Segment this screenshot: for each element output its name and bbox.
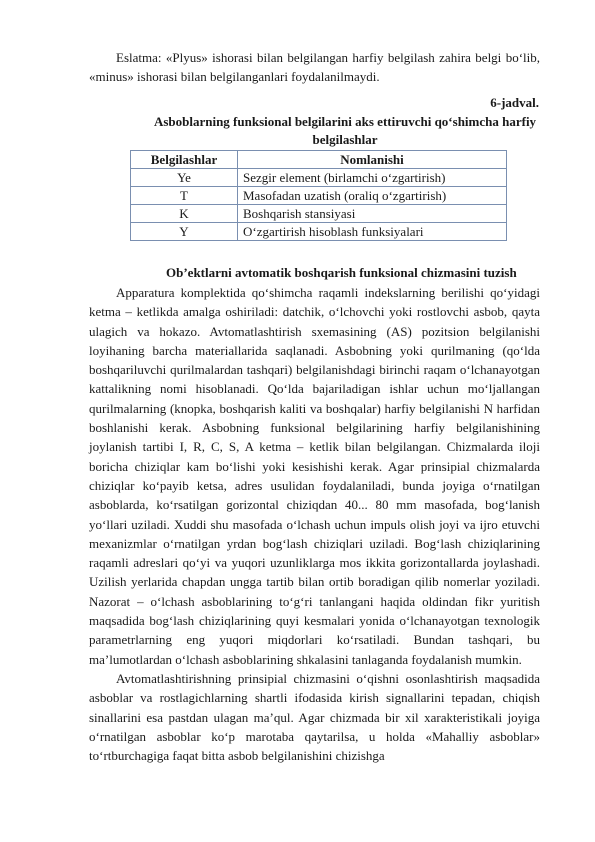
column-header-designation: Belgilashlar: [131, 151, 238, 169]
table-row: [131, 187, 507, 205]
designation-cell: K: [131, 205, 238, 223]
name-cell: Boshqarish stansiyasi: [238, 205, 507, 223]
table-row: [131, 223, 507, 241]
note-text: Eslatma: «Plyus» ishorasi bilan belgilangan harfiy belgilash zahira belgi bo‘lib, «minus» ishorasi bilan belgilanganlari foydalanilmaydi.: [89, 50, 540, 84]
name-cell: Sezgir element (birlamchi o‘zgartirish): [238, 169, 507, 187]
paragraph: Avtomatlashtirishning prinsipial chizmasini o‘qishni osonlashtirish maqsadida asboblar va rostlagichlarning shartli ifodasida kirish signallarini tepadan, chiqish sinallarini esa pastdan ulagan ma’qul. Agar chizmada bir xil xarakteristikali joyiga o‘rnatilgan asboblar ko‘p marotaba qaytarilsa, u holda «Mahalliy asboblar» to‘rtburchagiga faqat bitta asbob belgilanishini chizishga: [89, 670, 540, 764]
section-heading: Ob’ektlarni avtomatik boshqarish funksional chizmasini tuzish: [166, 265, 517, 280]
designation-cell: Ye: [131, 169, 238, 187]
note-block: [89, 48, 540, 86]
table-title: Asboblarning funksional belgilarini aks ettiruvchi qo‘shimcha harfiy belgilashlar: [153, 114, 537, 147]
table-row: [131, 169, 507, 187]
designations-table: [130, 150, 507, 241]
table-header-row: [131, 151, 507, 169]
paragraph: Apparatura komplektida qo‘shimcha raqamli indekslarning berilishi qo‘yidagi ketma – ketlikda amalga oshiriladi: datchik, o‘lchovchi yoki rostlovchi asbob, qayta ulagich va hokazo. Avtomatlashtirish sxemasining (AS) pozitsion belgilanishi loyihaning barcha materiallarida saqlanadi. Asbobning yoki qurilmaning (qo‘lda boshqariluvchi qurilmalardan tashqari) belgilanishdagi birinchi raqam o‘lchanayotgan kattalikning nomi hisoblanadi. Qo‘lda bajariladigan ishlar uchun mo‘ljallangan qurilmalarning (knopka, boshqarish kaliti va boshqalar) harfiy belgilanishi N harfidan boshlanishi kerak. Asbobning funksional belgilarining harfiy belgilanishining joylanish tartibi I, R, C, S, A ketma – ketlik bilan belgilangan. Chizmalarda iloji boricha chiziqlar kam bo‘lishi yoki kesishishi kerak. Agar prinsipial chizmalarda chiziqlar ko‘payib ketsa, adres usulidan foydalaniladi, bunda joyiga o‘rnatilgan asboblarda, ko‘rsatilgan gorizontal chiziqdan 40... 80 mm masofada, bog‘lanish yo‘llari uziladi. Xuddi shu masofada o‘lchash uchun impuls olish joyi va ijro etuvchi mexanizmlar o‘rnatilgan yrdan bog‘lash chiziqlari uziladi. Bog‘lash chiziqlarining raqamli adreslari qo‘yi va yuqori uzunliklarga mos ikkita gorizontallarda joylashadi. Uzilish yerlarida chapdan ungga tartib bilan ortib boradigan qilib nomerlar yoziladi. Nazorat – o‘lchash asboblarining to‘g‘ri tanlangani haqida oldindan fikr yuritish maqsadida bog‘lash chiziqlarining quyi kesmalari yonida o‘lchanayotgan texnologik parametrlarning eng yuqori miqdorlari ko‘rsatiladi. Bundan tashqari, bu ma’lumotlardan o‘lchash asboblarining shkalasini tanlaganda foydalanish mumkin.: [89, 285, 540, 667]
table-number: 6-jadval.: [490, 95, 539, 110]
name-cell: O‘zgartirish hisoblash funksiyalari: [238, 223, 507, 241]
designation-cell: T: [131, 187, 238, 205]
body-text: [89, 283, 540, 765]
designation-cell: Y: [131, 223, 238, 241]
name-cell: Masofadan uzatish (oraliq o‘zgartirish): [238, 187, 507, 205]
column-header-name: Nomlanishi: [238, 151, 507, 169]
table-row: [131, 205, 507, 223]
